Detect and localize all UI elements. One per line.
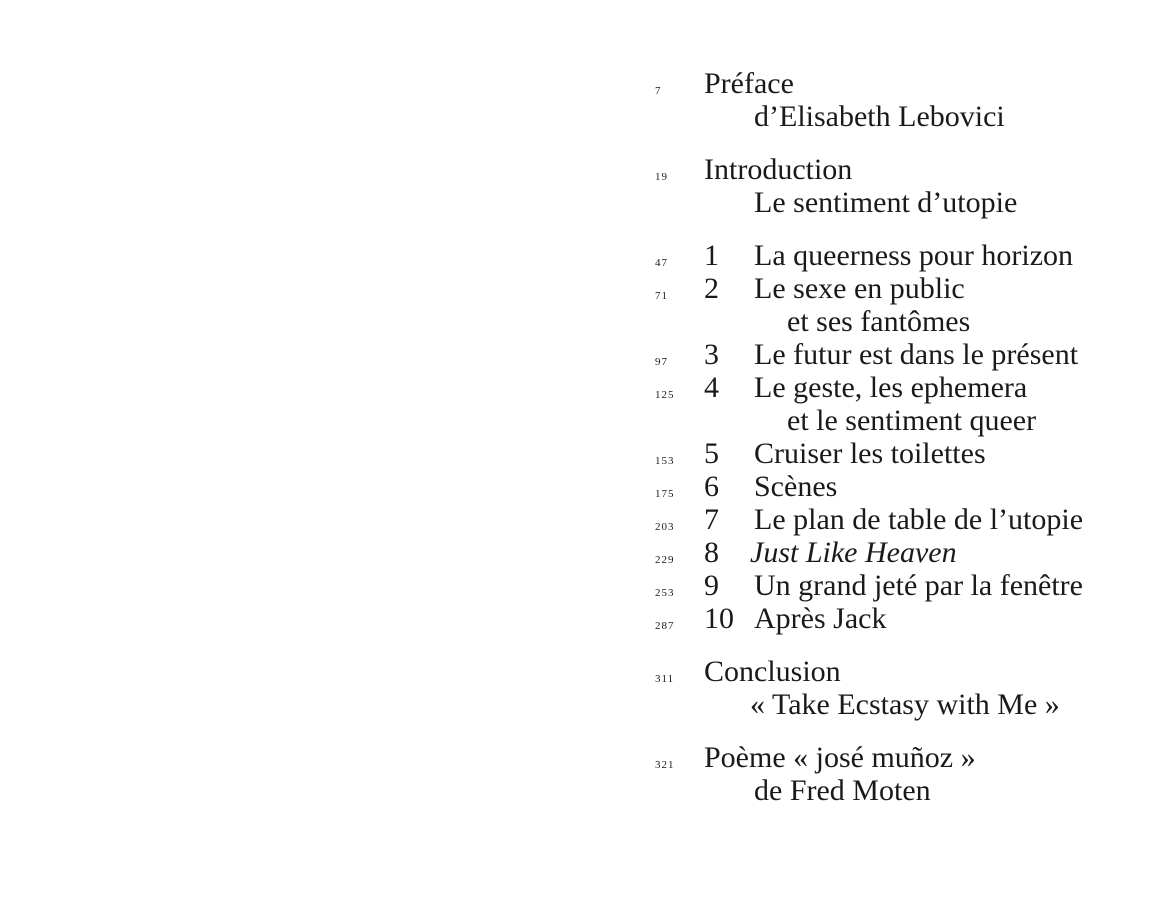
page-number: 175 <box>655 488 675 500</box>
chapter-title: Le sexe en public <box>754 272 965 305</box>
entry-subtitle: de Fred Moten <box>754 774 931 807</box>
chapter-title-continuation: et le sentiment queer <box>787 404 1037 437</box>
entry-subtitle: d’Elisabeth Lebovici <box>754 100 1005 133</box>
chapter-title: Le plan de table de l’utopie <box>754 503 1084 536</box>
page-number: 71 <box>655 290 668 302</box>
chapter-number: 10 <box>704 602 734 635</box>
chapter-number: 1 <box>704 239 719 272</box>
chapter-number: 5 <box>704 437 719 470</box>
entry-title: Conclusion <box>704 655 841 688</box>
page-number: 253 <box>655 587 675 599</box>
chapter-title: La queerness pour horizon <box>754 239 1074 272</box>
page-number: 153 <box>655 455 675 467</box>
page-number: 47 <box>655 257 668 269</box>
entry-title: Introduction <box>704 153 853 186</box>
entry-title: Poème « josé muñoz » <box>704 741 976 774</box>
entry-subtitle: « Take Ecstasy with Me » <box>750 688 1060 721</box>
entry-subtitle: Le sentiment d’utopie <box>754 186 1018 219</box>
page-number: 97 <box>655 356 668 368</box>
page-number: 203 <box>655 521 675 533</box>
chapter-number: 3 <box>704 338 719 371</box>
chapter-title: Scènes <box>754 470 838 503</box>
chapter-number: 7 <box>704 503 719 536</box>
entry-title: Préface <box>704 67 794 100</box>
chapter-number: 8 <box>704 536 719 569</box>
page-number: 287 <box>655 620 675 632</box>
page-number: 229 <box>655 554 675 566</box>
chapter-title: Après Jack <box>754 602 887 635</box>
page-number: 125 <box>655 389 675 401</box>
chapter-number: 2 <box>704 272 719 305</box>
chapter-title: Just Like Heaven <box>750 536 957 569</box>
chapter-title: Le geste, les ephemera <box>754 371 1028 404</box>
page-number: 311 <box>655 673 675 685</box>
chapter-title: Un grand jeté par la fenêtre <box>754 569 1083 602</box>
chapter-title: Le futur est dans le présent <box>754 338 1079 371</box>
chapter-title: Cruiser les toilettes <box>754 437 986 470</box>
chapter-title-continuation: et ses fantômes <box>787 305 971 338</box>
chapter-number: 4 <box>704 371 719 404</box>
page-number: 7 <box>655 85 662 97</box>
chapter-number: 9 <box>704 569 719 602</box>
page-number: 19 <box>655 171 668 183</box>
chapter-number: 6 <box>704 470 719 503</box>
page-number: 321 <box>655 759 675 771</box>
